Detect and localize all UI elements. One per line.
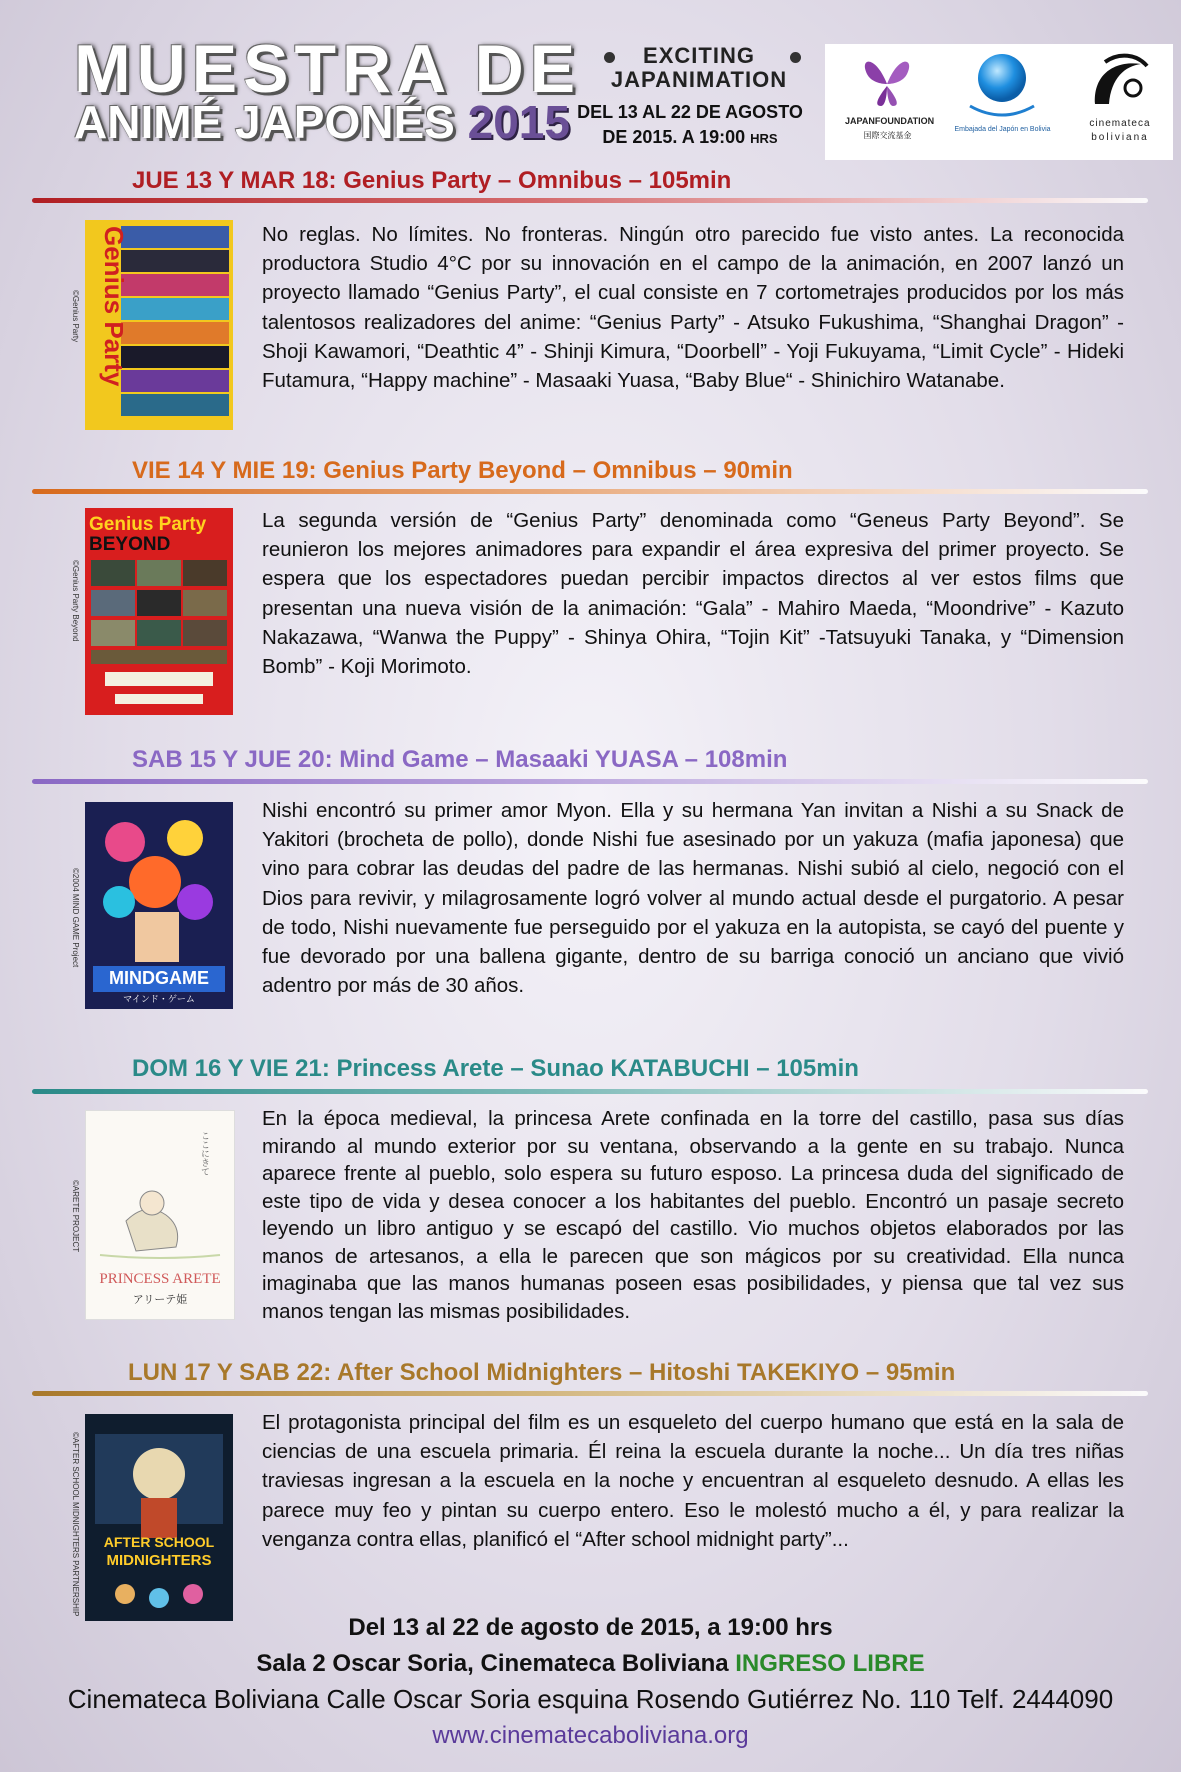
footer-venue: [0, 1650, 1181, 1678]
sponsor-logos: [825, 44, 1173, 160]
film-description: Nishi encontró su primer amor Myon. Ella y su hermana Yan invitan a Nishi a su Snack de Yakitori (brocheta de pollo), donde Nishi fue asesinado por un yakuza (mafia japonesa) que vino para cobrar las deudas del padre de las hermanas. Nishi subió al cielo, negoció con el Dios para revivir, y milagrosamente logró volver al mundo actual desde el purgatorio. A pesar de todo, Nishi nuevamente fue perseguido por el yakuza en la autopista, se cayó del puente y fue devorado por una ballena gigante, dentro de su barriga conoció un anciano que vivió adentro por más de 30 años.: [262, 799, 1124, 998]
section-divider: [32, 1089, 1148, 1094]
title-year: 2015: [467, 96, 570, 148]
poster-title: Genius Party: [99, 226, 129, 387]
logo1-name: JAPANFOUNDATION: [845, 116, 935, 126]
film-poster: [85, 1110, 235, 1320]
poster-subtitle: アリーテ姫: [132, 1294, 188, 1306]
poster-subtitle: BEYOND: [89, 534, 171, 555]
section-divider: [32, 489, 1148, 494]
section-divider: [32, 1391, 1148, 1396]
free-entry-label: INGRESO LIBRE: [735, 1650, 925, 1677]
poster-title: AFTER SCHOOL: [103, 1534, 215, 1550]
footer-address: Cinemateca Boliviana Calle Oscar Soria esquina Rosendo Gutiérrez No. 110 Telf. 2444090: [67, 1684, 1114, 1714]
butterfly-icon: [845, 44, 930, 114]
logo3-line2: boliviana: [1091, 132, 1149, 143]
film-description: La segunda versión de “Genius Party” denominada como “Geneus Party Beyond”. Se reunieron los mejores animadores para expandir el área expresiva del primer proyecto. Se espera que los espectadores puedan percibir impactos directos al ver estos films que presentan una nueva visión de la animación: “Gala” - Mahiro Maeda, “Moondrive” - Kazuto Nakazawa, “Wanwa the Puppy” - Shinya Ohira, “Tojin Kit” -Tatsuyuki Tanaka, y “Dimension Bomb” - Koji Morimoto.: [262, 509, 1124, 679]
globe-icon: [950, 44, 1055, 124]
japan-foundation-logo: [845, 44, 935, 160]
film-poster: [85, 802, 233, 1009]
poster-title: PRINCESS ARETE: [99, 1271, 221, 1287]
website-link[interactable]: www.cinematecaboliviana.org: [432, 1722, 749, 1749]
section-divider: [32, 779, 1148, 784]
embassy-logo: [950, 44, 1055, 160]
venue-name: Sala 2 Oscar Soria, Cinemateca Boliviana: [256, 1650, 729, 1677]
film-title: JUE 13 Y MAR 18: Genius Party – Omnibus – 105min: [132, 167, 732, 194]
logo1-sub: 国際交流基金: [863, 131, 912, 140]
title-anime: ANIMÉ JAPONÉS: [74, 96, 455, 148]
dates-hrs: HRS: [750, 131, 778, 146]
poster-credit: ©2004 MIND GAME Project: [71, 868, 80, 968]
poster-credit: ©Genius Party Beyond: [71, 560, 80, 642]
cinemateca-emblem-icon: [1075, 44, 1165, 116]
film-title: DOM 16 Y VIE 21: Princess Arete – Sunao KATABUCHI – 105min: [132, 1055, 859, 1082]
poster-credit: ©Genius Party: [71, 290, 80, 343]
film-description: No reglas. No límites. No fronteras. Ningún otro parecido fue visto antes. La reconocida productora Studio 4°C por su innovación en el campo de la animación, en 2007 lanzó un proyecto llamado “Genius Party”, el cual consiste en 7 cortometrajes producidos por los más talentosos realizadores del anime: “Genius Party” - Atsuko Fukushima, “Shanghai Dragon” - Shoji Kawamori, “Deathtic 4” - Shinji Kimura, “Doorbell” - Yoji Fukuyama, “Limit Cycle” - Hideki Futamura, “Happy machine” - Masaaki Yuasa, “Baby Blue“ - Shinichiro Watanabe.: [262, 223, 1124, 393]
footer-dates: Del 13 al 22 de agosto de 2015, a 19:00 hrs: [348, 1614, 833, 1641]
poster-title: Genius Party: [89, 514, 207, 535]
film-poster: [85, 508, 233, 715]
poster-subtitle: マインド・ゲーム: [123, 994, 195, 1004]
poster-credit: ©ARETE PROJECT: [71, 1180, 80, 1253]
section-divider: [32, 198, 1148, 203]
poster-title: MINDGAME: [109, 968, 209, 988]
film-poster: [85, 220, 233, 430]
film-description: En la época medieval, la princesa Arete confinada en la torre del castillo, pasa sus días mirando al mundo exterior por su ventana, observando a la gente en su trabajo. Nunca aparece frente al pueblo, solo espera su futuro esposo. La princesa duda del significado de este tipo de vida y desea conocer a los habitantes del pueblo. Encontró un pasaje secreto leyendo un libro antiguo y se escapó del castillo. Vio muchos objetos elaborados por las manos de artesanos, a ella le parecen que son mágicos por su creatividad. Ella nunca imaginaba que las manos humanas poseen esas posibilidades, y piensa que tal vez sus manos tengan las mismas posibilidades.: [262, 1107, 1124, 1323]
dates-line1: DEL 13 AL 22 DE AGOSTO: [577, 102, 803, 122]
header-dates: [560, 100, 820, 151]
tagline-line2: JAPANIMATION: [610, 67, 788, 92]
svg-text:ここにきて: ここにきて: [199, 1131, 209, 1176]
film-poster: [85, 1414, 233, 1621]
poster-subtitle: MIDNIGHTERS: [106, 1552, 212, 1569]
logo2-caption: Embajada del Japón en Bolivia: [954, 126, 1051, 133]
film-description: El protagonista principal del film es un esqueleto del cuerpo humano que está en la sala de ciencias de una escuela primaria. Él reina la escuela durante la noche... Un día tres niñas traviesas ingresan a la escuela en la noche y encuentran al esqueleto desnudo. A ellas les parece muy feo y pintan su cuerpo entero. Eso le molestó mucho a él, y para realizar la venganza contra ellas, planificó el “After school midnight party”...: [262, 1411, 1124, 1551]
tagline: [604, 44, 794, 92]
cinemateca-logo: [1075, 44, 1165, 160]
film-title: VIE 14 Y MIE 19: Genius Party Beyond – Omnibus – 90min: [132, 457, 793, 484]
title-line1: MUESTRA DE: [74, 31, 582, 107]
film-title: SAB 15 Y JUE 20: Mind Game – Masaaki YUASA – 108min: [132, 746, 788, 773]
title-line2: [74, 97, 570, 147]
dates-line2: DE 2015. A 19:00 HRS: [602, 127, 778, 147]
film-title: LUN 17 Y SAB 22: After School Midnighters – Hitoshi TAKEKIYO – 95min: [128, 1359, 956, 1386]
logo3-line1: cinemateca: [1089, 118, 1151, 129]
poster-credit: ©AFTER SCHOOL MIDNIGHTERS PARTNERSHIP: [71, 1432, 80, 1617]
tagline-line1: EXCITING: [643, 43, 755, 68]
header: [0, 0, 1181, 170]
